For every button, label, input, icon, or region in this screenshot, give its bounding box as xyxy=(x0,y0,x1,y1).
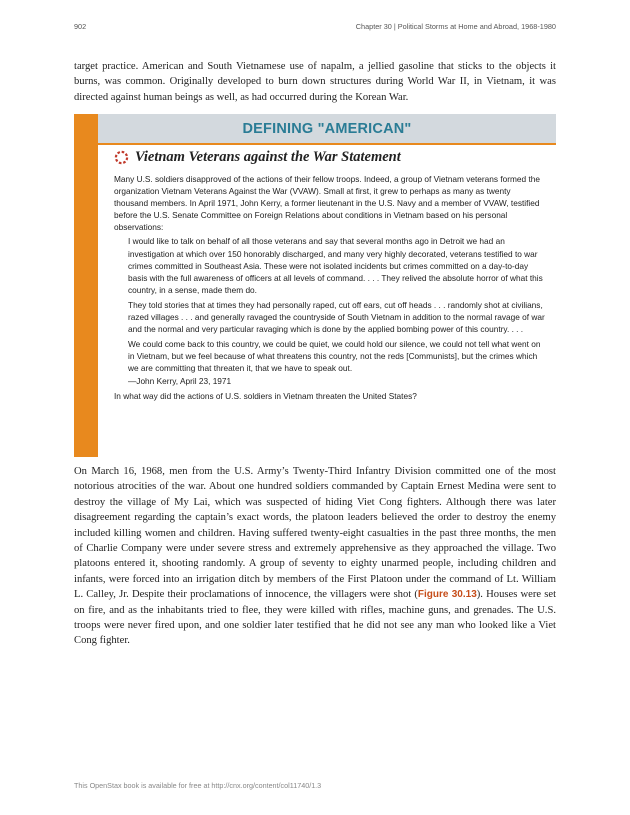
banner-divider xyxy=(98,143,556,145)
page-number: 902 xyxy=(74,22,87,31)
box-title xyxy=(114,147,546,167)
quote-paragraph: I would like to talk on behalf of all those veterans and say that several months ago in Detroit we had an investigation at which over 150 honorably discharged, and many very highly decorated, veterans testified to war crimes committed in Southeast Asia. These were not isolated incidents but crimes committed on a day-to-day basis with the full awareness of officers at all levels of command. . . . They relived the absolute horror of what this country, in a sense, made them do. xyxy=(128,236,543,295)
quote-paragraph: They told stories that at times they had personally raped, cut off ears, cut off heads . . . randomly shot at civilians, razed villages . . . and generally ravaged the countryside of South Vietnam in addition to the normal ravage of war and the normal and very particular ravaging which is done by the applied bombing power of this country. . . . xyxy=(128,299,545,335)
paragraph-text-end: ). Houses were set on fire, and as the inhabitants tried to flee, they were killed with rifles, machine guns, and grenades. The U.S. troops were never fired upon, and one soldier later testified that he did not see any man who looked like a Viet Cong fighter. xyxy=(74,589,557,647)
feature-banner: DEFINING "AMERICAN" xyxy=(98,114,556,143)
box-content xyxy=(114,147,546,402)
my-lai-paragraph xyxy=(74,464,556,649)
box-title-text: Vietnam Veterans against the War Statement xyxy=(135,148,401,165)
defining-american-feature-box xyxy=(74,114,556,457)
paragraph-text-start: On March 16, 1968, men from the U.S. Army’s Twenty-Third Infantry Division committed one of the most notorious atrocities of the war. About one hundred soldiers commanded by Captain Ernest Medina were sent to destroy the village of My Lai, which was suspected of hiding Viet Cong fighters. Although there was later disagreement regarding the captain’s exact words, the platoon leaders believed the order to destroy the enemy included killing women and children. Having suffered twenty-eight casualties in the past three months, the men of Charlie Company were under severe stress and extremely apprehensive as they approached the village. Two platoons entered it, shooting randomly. A group of seventy to eighty unarmed people, including children and infants, were forced into an irrigation ditch by members of the First Platoon under the command of Lt. William L. Calley, Jr. Despite their proclamations of innocence, the villagers were shot ( xyxy=(74,466,556,601)
kerry-quote xyxy=(128,235,546,386)
chapter-title: Chapter 30 | Political Storms at Home and Abroad, 1968-1980 xyxy=(355,22,556,31)
quote-paragraph: We could come back to this country, we could be quiet, we could hold our silence, we could not tell what went on in Vietnam, but we feel because of what threatens this country, not the reds [Communists], but the crimes which we are committing that threaten it, that we have to speak out. xyxy=(128,339,541,374)
box-question: In what way did the actions of U.S. soldiers in Vietnam threaten the United States? xyxy=(114,390,417,401)
figure-link[interactable]: Figure 30.13 xyxy=(417,589,477,601)
quote-attribution: —John Kerry, April 23, 1971 xyxy=(128,375,232,386)
page-header xyxy=(74,22,556,34)
box-accent-stripe xyxy=(74,114,98,457)
page-footer: This OpenStax book is available for free at http://cnx.org/content/col11740/1.3 xyxy=(74,781,322,790)
box-lead-paragraph: Many U.S. soldiers disapproved of the actions of their fellow troops. Indeed, a group of Vietnam veterans formed the organization Vietnam Veterans Against the War (VVAW). Small at first, it grew to perhaps as many as twenty thousand members. In April 1971, John Kerry, a former lieutenant in the U.S. Navy and a member of VVAW, testified before the U.S. Senate Committee on Foreign Relations about conditions in Vietnam based on his personal observations: xyxy=(114,174,540,233)
intro-paragraph: target practice. American and South Vietnamese use of napalm, a jellied gasoline that sticks to the objects it burns, was common. Originally developed to burn down structures during World War II, in Vietnam, it was directed against human beings as well, as had occurred during the Korean War. xyxy=(74,61,556,103)
dashed-circle-icon xyxy=(114,150,129,165)
